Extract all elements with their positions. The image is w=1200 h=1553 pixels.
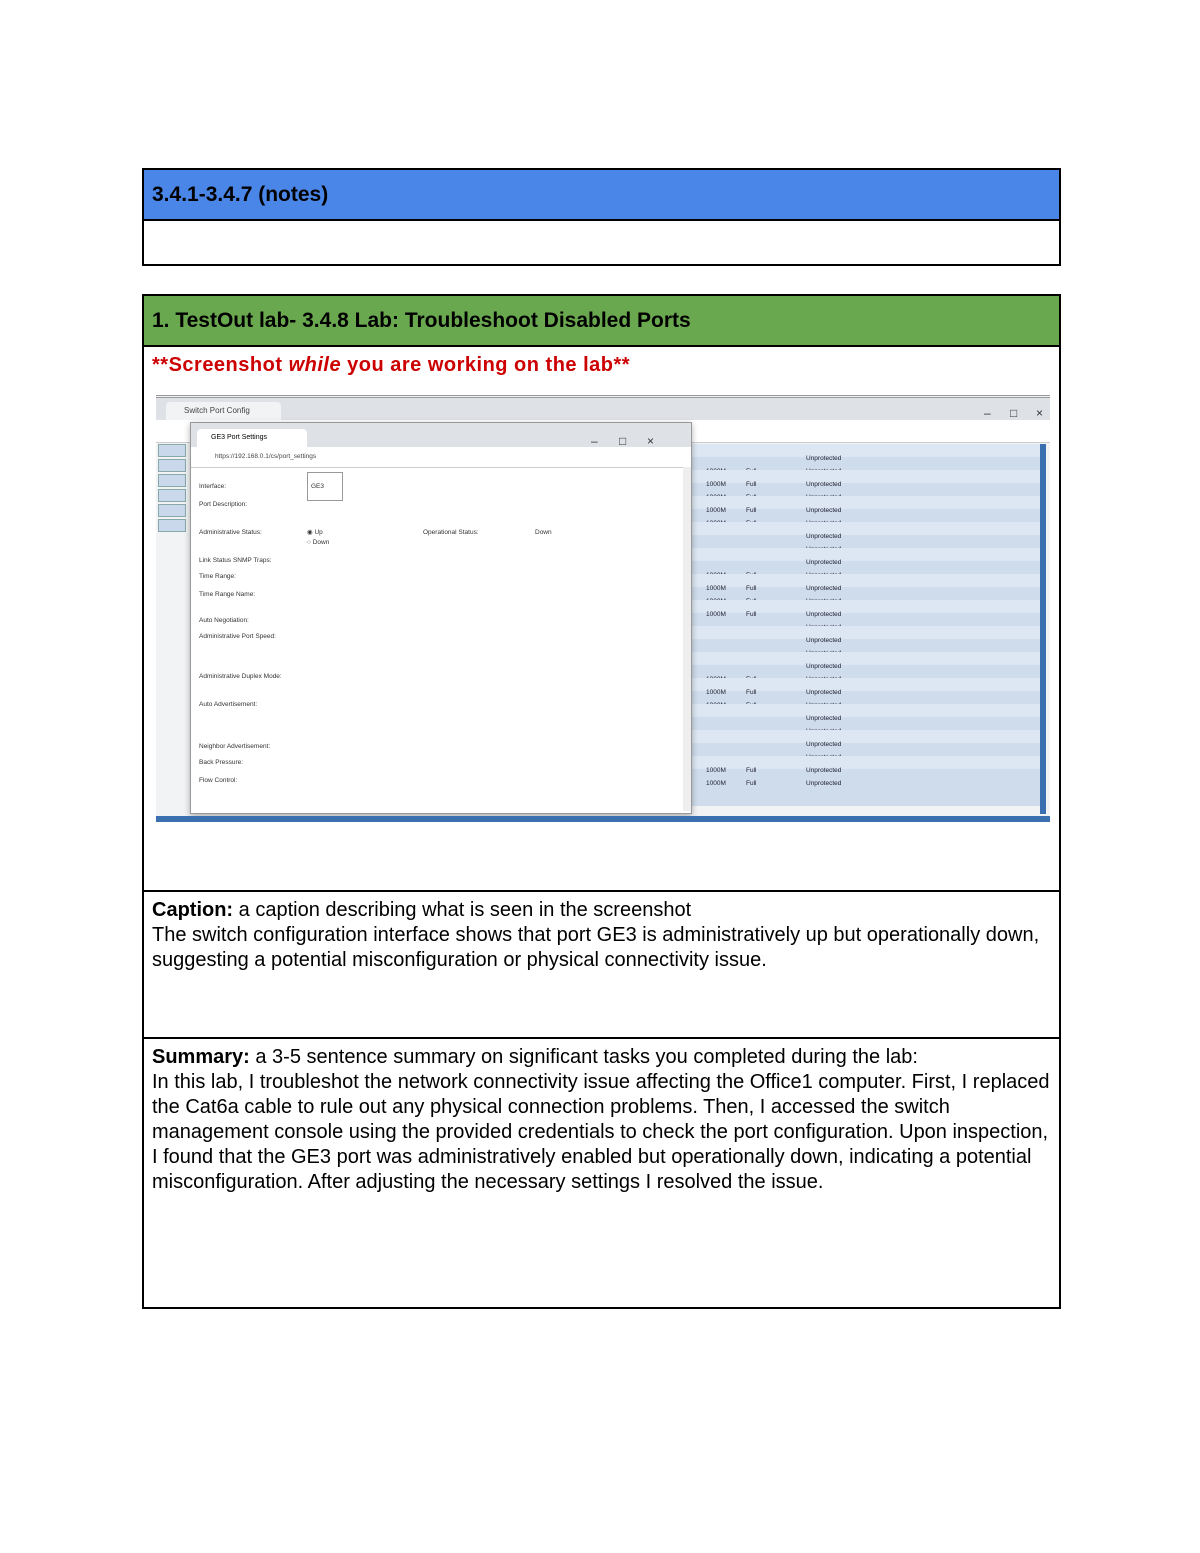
form-label: Time Range:: [199, 573, 236, 580]
port-table-row: [686, 769, 1044, 787]
dialog-maximize-icon: □: [619, 434, 627, 448]
port-table-row: [686, 665, 1044, 678]
admin-status-down: ○ Down: [307, 539, 330, 546]
port-table-cell: Unprotected: [806, 767, 842, 774]
screenshot-cell: [144, 347, 1059, 892]
lab-screenshot: [156, 395, 1050, 822]
port-table-row: [686, 743, 1044, 756]
port-table-row: [686, 574, 1044, 592]
notes-body: [144, 221, 1059, 233]
oper-status-value: Down: [535, 529, 552, 536]
port-table-cell: 1000M: [706, 611, 726, 618]
port-table-row: [686, 730, 1044, 748]
port-table-cell: Unprotected: [806, 741, 842, 748]
port-table-row: [686, 509, 1044, 522]
port-table-row: [686, 691, 1044, 704]
oper-status-label: Operational Status:: [423, 529, 479, 536]
port-table-cell: Full: [746, 481, 757, 488]
port-table-row: [686, 470, 1044, 488]
port-table-row: [686, 717, 1044, 730]
port-table-row: [686, 587, 1044, 600]
form-label: Interface:: [199, 483, 227, 490]
port-table-cell: 1000M: [706, 689, 726, 696]
port-table-cell: Unprotected: [806, 637, 842, 644]
form-label: Administrative Port Speed:: [199, 633, 276, 640]
browser-tab: Switch Port Config: [166, 402, 281, 420]
port-table-cell: Unprotected: [806, 585, 842, 592]
port-table-row: [686, 756, 1044, 774]
dialog-minimize-icon: –: [591, 434, 598, 448]
interface-select: GE3: [307, 472, 343, 501]
minimize-icon: –: [984, 406, 991, 420]
port-table-row: [686, 704, 1044, 722]
port-table-row: [686, 561, 1044, 574]
port-table-cell: Full: [746, 611, 757, 618]
summary-cell: [144, 1039, 1059, 1307]
port-table-cell: Unprotected: [806, 481, 842, 488]
form-label: Administrative Duplex Mode:: [199, 673, 282, 680]
summary-text: In this lab, I troubleshot the network connectivity issue affecting the Office1 computer. First, I replaced the Cat6a cable to rule out any physical connection problems. Then, I accessed the switch management console using the provided credentials to check the port configuration. Upon inspection, I found that the GE3 port was administratively enabled but operationally down, indicating a potential misconfiguration. After adjusting the necessary settings I resolved the issue.: [152, 1071, 1050, 1193]
port-settings-dialog: [190, 422, 692, 814]
port-table-cell: 1000M: [706, 767, 726, 774]
port-table-row: [686, 548, 1044, 566]
admin-status-up: ◉ Up: [307, 529, 323, 536]
port-table-row: [686, 678, 1044, 696]
lab-header: 1. TestOut lab- 3.4.8 Lab: Troubleshoot Disabled Ports: [144, 296, 1059, 347]
port-table-cell: Unprotected: [806, 455, 842, 462]
port-table-row: [686, 600, 1044, 618]
port-table-cell: Unprotected: [806, 780, 842, 787]
port-table-cell: Full: [746, 585, 757, 592]
port-table-cell: Full: [746, 780, 757, 787]
dialog-url: https://192.168.0.1/cs/port_settings: [191, 447, 691, 468]
form-label: Back Pressure:: [199, 759, 244, 766]
browser-tab-bar: [156, 398, 1050, 420]
port-table: [686, 444, 1044, 806]
port-table-cell: Full: [746, 507, 757, 514]
dialog-close-icon: ×: [647, 434, 655, 448]
port-table-cell: 1000M: [706, 481, 726, 488]
port-table-row: [686, 496, 1044, 514]
caption-cell: [144, 892, 1059, 1039]
notes-header: 3.4.1-3.4.7 (notes): [144, 170, 1059, 221]
port-table-cell: 1000M: [706, 780, 726, 787]
lab-table: [142, 294, 1061, 1309]
scroll-edge: [1040, 444, 1046, 814]
maximize-icon: □: [1010, 406, 1018, 420]
caption-text: The switch configuration interface shows that port GE3 is administratively up but operationally down, suggesting a potential misconfiguration or physical connectivity issue.: [152, 924, 1040, 971]
port-table-row: [686, 444, 1044, 462]
notes-table: [142, 168, 1061, 266]
port-table-row: [686, 535, 1044, 548]
form-label: Port Description:: [199, 501, 248, 508]
port-table-row: [686, 639, 1044, 652]
port-table-cell: Unprotected: [806, 533, 842, 540]
form-label: Time Range Name:: [199, 591, 256, 598]
port-table-cell: Unprotected: [806, 507, 842, 514]
port-table-cell: Unprotected: [806, 715, 842, 722]
port-table-cell: Full: [746, 689, 757, 696]
port-table-row: [686, 522, 1044, 540]
port-table-cell: Unprotected: [806, 689, 842, 696]
port-settings-form: [191, 468, 691, 808]
port-table-cell: Unprotected: [806, 663, 842, 670]
close-icon: ×: [1036, 406, 1044, 420]
port-table-cell: Full: [746, 767, 757, 774]
port-table-row: [686, 483, 1044, 496]
form-label: Link Status SNMP Traps:: [199, 557, 272, 564]
side-nav: [158, 444, 186, 534]
summary-prompt: Summary: a 3-5 sentence summary on significant tasks you completed during the lab:: [152, 1046, 918, 1068]
bottom-strip: [156, 816, 1050, 822]
port-table-row: [686, 626, 1044, 644]
port-table-row: [686, 457, 1044, 470]
caption-prompt: Caption: a caption describing what is seen in the screenshot: [152, 899, 692, 921]
port-table-row: [686, 652, 1044, 670]
form-label: Auto Advertisement:: [199, 701, 258, 708]
form-label: Administrative Status:: [199, 529, 262, 536]
form-label: Flow Control:: [199, 777, 238, 784]
dialog-tab-bar: [191, 423, 691, 447]
form-label: Auto Negotiation:: [199, 617, 249, 624]
port-table-cell: Unprotected: [806, 559, 842, 566]
screenshot-instruction: **Screenshot while you are working on the lab**: [152, 354, 631, 376]
form-label: Neighbor Advertisement:: [199, 743, 271, 750]
port-table-cell: 1000M: [706, 507, 726, 514]
dialog-scrollbar: [683, 467, 691, 811]
port-table-cell: Unprotected: [806, 611, 842, 618]
dialog-tab: GE3 Port Settings: [197, 429, 307, 447]
port-table-row: [686, 613, 1044, 626]
port-table-cell: 1000M: [706, 585, 726, 592]
